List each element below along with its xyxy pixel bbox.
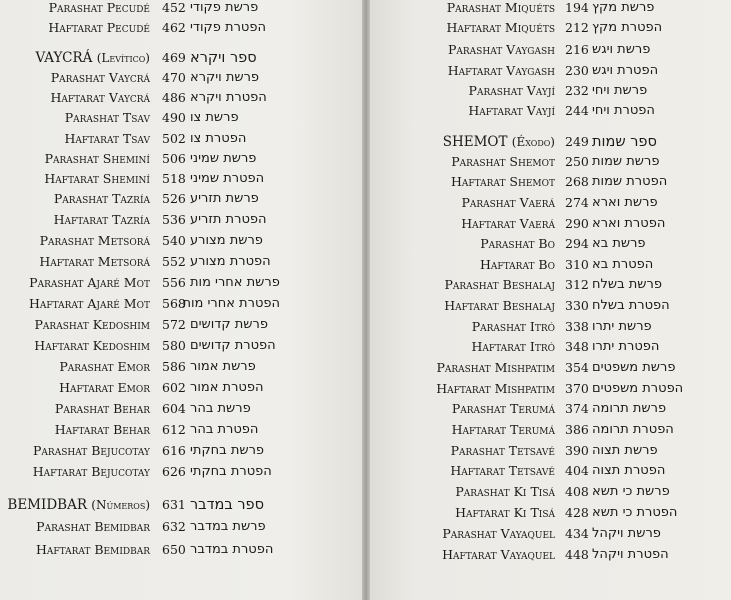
entry-page-number: 216 (565, 42, 589, 57)
toc-entry (0, 210, 360, 230)
toc-entry (370, 234, 731, 254)
entry-hebrew-title: פרשת שמות (592, 154, 660, 169)
toc-entry (0, 336, 360, 356)
entry-page-number: 194 (565, 0, 589, 15)
toc-entry (0, 129, 360, 149)
entry-latin-title: Parashat Emor (59, 359, 150, 374)
entry-hebrew-title: ספר במדבר (190, 497, 264, 513)
toc-entry (370, 503, 731, 523)
entry-page-number: 448 (565, 547, 589, 562)
entry-page-number: 650 (162, 542, 186, 557)
entry-page-number: 374 (565, 401, 589, 416)
entry-latin-title: Parashat Bemidbar (36, 519, 150, 534)
entry-hebrew-title: פרשת ויקרא (190, 70, 260, 85)
entry-latin-title: Parashat Metsorá (39, 233, 150, 248)
entry-latin-title: Parashat Ajaré Mot (29, 275, 150, 290)
toc-entry (370, 379, 731, 399)
entry-page-number: 616 (162, 443, 186, 458)
entry-page-number: 626 (162, 464, 186, 479)
toc-entry (370, 317, 731, 337)
entry-hebrew-title: פרשת כי תשא (592, 484, 670, 499)
entry-latin-title: Parashat Kedoshim (34, 317, 150, 332)
entry-hebrew-title: הפטרת כי תשא (592, 505, 678, 520)
entry-hebrew-title: פרשת משפטים (592, 360, 676, 375)
toc-entry (370, 172, 731, 192)
entry-page-number: 602 (162, 380, 186, 395)
entry-latin-title: Parashat Ki Tisá (455, 484, 555, 499)
toc-entry (0, 420, 360, 440)
entry-hebrew-title: פרשת בחקתי (190, 443, 265, 458)
entry-latin-title: Parashat Behar (54, 401, 150, 416)
entry-page-number: 428 (565, 505, 589, 520)
entry-latin-title: Parashat Shemot (451, 154, 555, 169)
toc-entry (370, 214, 731, 234)
toc-entry (370, 461, 731, 481)
entry-hebrew-title: פרשת תזריע (190, 191, 259, 206)
entry-hebrew-title: הפטרת שמיני (190, 171, 265, 186)
toc-entry (370, 358, 731, 378)
entry-latin-title: Parashat Itró (471, 319, 555, 334)
entry-latin-title: Haftarat Ki Tisá (455, 505, 555, 520)
entry-latin-title: Parashat Vayaquel (442, 526, 555, 541)
entry-page-number: 244 (565, 103, 589, 118)
entry-hebrew-title: פרשת מקץ (592, 0, 655, 15)
entry-page-number: 212 (565, 20, 589, 35)
entry-hebrew-title: פרשת תרומה (592, 401, 667, 416)
entry-hebrew-title: הפטרת תזריע (190, 212, 267, 227)
entry-latin-title: Haftarat Terumá (451, 422, 555, 437)
entry-hebrew-title: הפטרת תצוה (592, 463, 666, 478)
entry-page-number: 536 (162, 212, 186, 227)
entry-page-number: 348 (565, 339, 589, 354)
entry-hebrew-title: פרשת יתרו (592, 319, 652, 334)
entry-latin-title: Parashat Sheminí (44, 151, 150, 166)
entry-page-number: 572 (162, 317, 186, 332)
entry-hebrew-title: הפטרת ויקרא (190, 90, 267, 105)
entry-page-number: 580 (162, 338, 186, 353)
entry-page-number: 552 (162, 254, 186, 269)
entry-latin-title: Parashat Vaygash (448, 42, 555, 57)
toc-entry (370, 81, 731, 101)
entry-hebrew-title: הפטרת צו (190, 131, 247, 146)
entry-latin-title: Haftarat Tetsavé (450, 463, 555, 478)
toc-entry (0, 357, 360, 377)
toc-book-heading (0, 48, 360, 68)
entry-page-number: 434 (565, 526, 589, 541)
entry-latin-title: SHEMOT (Éxodo) (442, 134, 555, 150)
toc-entry (370, 101, 731, 121)
entry-page-number: 294 (565, 236, 589, 251)
entry-page-number: 354 (565, 360, 589, 375)
entry-hebrew-title: הפטרת בהר (190, 422, 259, 437)
toc-entry (0, 462, 360, 482)
entry-hebrew-title: ספר ויקרא (190, 50, 257, 66)
entry-latin-title: Haftarat Vaerá (461, 216, 555, 231)
entry-page-number: 540 (162, 233, 186, 248)
entry-page-number: 268 (565, 174, 589, 189)
entry-page-number: 470 (162, 70, 186, 85)
entry-page-number: 290 (565, 216, 589, 231)
entry-latin-title: Haftarat Bejucotay (32, 464, 150, 479)
entry-latin-title: Haftarat Behar (54, 422, 150, 437)
toc-book-heading (370, 132, 731, 152)
entry-page-number: 274 (565, 195, 589, 210)
entry-page-number: 486 (162, 90, 186, 105)
entry-page-number: 586 (162, 359, 186, 374)
entry-latin-title: Parashat Vaycrá (50, 70, 150, 85)
toc-entry (370, 18, 731, 38)
entry-hebrew-title: פרשת אחרי מות (190, 275, 280, 290)
toc-entry (370, 275, 731, 295)
entry-latin-title: Haftarat Vaygash (447, 63, 555, 78)
entry-hebrew-title: הפטרת מצורע (190, 254, 271, 269)
entry-latin-title: Haftarat Sheminí (44, 171, 150, 186)
entry-hebrew-title: פרשת בשלח (592, 277, 662, 292)
entry-page-number: 506 (162, 151, 186, 166)
entry-hebrew-title: פרשת פקודי (190, 0, 259, 15)
toc-entry (370, 193, 731, 213)
entry-hebrew-title: פרשת שמיני (190, 151, 257, 166)
toc-entry (0, 399, 360, 419)
entry-page-number: 310 (565, 257, 589, 272)
toc-page-left (0, 0, 362, 600)
entry-hebrew-title: הפטרת קדושים (190, 338, 276, 353)
entry-latin-title: Parashat Pecudé (48, 0, 150, 15)
entry-hebrew-title: פרשת קדושים (190, 317, 268, 332)
toc-entry (370, 0, 731, 18)
toc-entry (370, 441, 731, 461)
entry-page-number: 632 (162, 519, 186, 534)
entry-hebrew-title: פרשת ויקהל (592, 526, 661, 541)
entry-page-number: 404 (565, 463, 589, 478)
toc-entry (370, 337, 731, 357)
entry-page-number: 568 (162, 296, 186, 311)
entry-hebrew-title: פרשת בהר (190, 401, 251, 416)
entry-page-number: 469 (162, 50, 186, 65)
toc-entry (0, 0, 360, 18)
entry-latin-title: Haftarat Bemidbar (35, 542, 150, 557)
entry-page-number: 312 (565, 277, 589, 292)
toc-entry (370, 545, 731, 565)
entry-latin-title: Haftarat Vaycrá (50, 90, 150, 105)
toc-entry (370, 296, 731, 316)
entry-hebrew-title: הפטרת משפטים (592, 381, 684, 396)
entry-page-number: 490 (162, 110, 186, 125)
entry-page-number: 232 (565, 83, 589, 98)
toc-entry (0, 540, 360, 560)
entry-page-number: 370 (565, 381, 589, 396)
entry-hebrew-title: פרשת תצוה (592, 443, 658, 458)
toc-entry (0, 88, 360, 108)
entry-latin-title: Haftarat Kedoshim (34, 338, 150, 353)
toc-entry (370, 420, 731, 440)
toc-entry (0, 517, 360, 537)
entry-latin-title: Parashat Tetsavé (450, 443, 555, 458)
entry-hebrew-title: הפטרת ויקהל (592, 547, 669, 562)
entry-page-number: 462 (162, 20, 186, 35)
toc-entry (0, 231, 360, 251)
toc-entry (0, 18, 360, 38)
entry-hebrew-title: פרשת בא (592, 236, 646, 251)
toc-page-right (370, 0, 731, 600)
entry-hebrew-title: פרשת צו (190, 110, 239, 125)
entry-latin-title: Parashat Vayjí (468, 83, 555, 98)
toc-entry (0, 189, 360, 209)
entry-latin-title: Parashat Tazría (53, 191, 150, 206)
toc-entry (370, 40, 731, 60)
toc-entry (370, 399, 731, 419)
entry-latin-title: Parashat Terumá (451, 401, 555, 416)
toc-entry (0, 68, 360, 88)
entry-latin-title: Haftarat Shemot (451, 174, 555, 189)
entry-latin-title: Haftarat Beshalaj (444, 298, 555, 313)
toc-entry (370, 61, 731, 81)
entry-latin-title: Haftarat Pecudé (48, 20, 150, 35)
entry-page-number: 338 (565, 319, 589, 334)
toc-entry (370, 255, 731, 275)
entry-hebrew-title: הפטרת מקץ (592, 20, 663, 35)
entry-latin-title: Parashat Miquéts (446, 0, 555, 15)
toc-book-heading (0, 495, 360, 515)
entry-hebrew-title: הפטרת ויגש (592, 63, 659, 78)
entry-hebrew-title: פרשת ויחי (592, 83, 648, 98)
book-spine (362, 0, 370, 600)
entry-hebrew-title: הפטרת יתרו (592, 339, 660, 354)
entry-hebrew-title: הפטרת ויחי (592, 103, 655, 118)
entry-latin-title: Haftarat Mishpatim (436, 381, 555, 396)
entry-hebrew-title: הפטרת במדבר (190, 542, 274, 557)
entry-hebrew-title: הפטרת אמור (190, 380, 264, 395)
entry-hebrew-title: הפטרת בשלח (592, 298, 670, 313)
entry-page-number: 502 (162, 131, 186, 146)
entry-latin-title: Parashat Mishpatim (436, 360, 555, 375)
entry-page-number: 386 (565, 422, 589, 437)
entry-latin-title: Haftarat Tazría (53, 212, 150, 227)
toc-entry (0, 441, 360, 461)
entry-hebrew-title: הפטרת בא (592, 257, 654, 272)
entry-page-number: 631 (162, 497, 186, 512)
entry-latin-title: Haftarat Ajaré Mot (28, 296, 150, 311)
entry-page-number: 408 (565, 484, 589, 499)
entry-latin-title: Parashat Bejucotay (33, 443, 150, 458)
toc-entry (370, 152, 731, 172)
entry-page-number: 612 (162, 422, 186, 437)
entry-hebrew-title: ספר שמות (592, 134, 657, 150)
entry-latin-title: Haftarat Vayaquel (442, 547, 555, 562)
entry-latin-title: VAYCRÁ (Levítico) (35, 50, 150, 66)
toc-entry (0, 273, 360, 293)
entry-page-number: 526 (162, 191, 186, 206)
entry-latin-title: Parashat Vaerá (461, 195, 555, 210)
entry-latin-title: Haftarat Vayjí (468, 103, 555, 118)
entry-latin-title: Haftarat Miquéts (446, 20, 555, 35)
entry-hebrew-title: פרשת ויגש (592, 42, 651, 57)
entry-page-number: 249 (565, 134, 589, 149)
toc-entry (0, 315, 360, 335)
entry-hebrew-title: הפטרת בחקתי (190, 464, 272, 479)
entry-latin-title: Haftarat Bo (480, 257, 555, 272)
entry-latin-title: Parashat Beshalaj (444, 277, 555, 292)
entry-latin-title: Haftarat Emor (59, 380, 150, 395)
entry-hebrew-title: הפטרת תרומה (592, 422, 674, 437)
entry-latin-title: Haftarat Itró (471, 339, 555, 354)
entry-page-number: 518 (162, 171, 186, 186)
entry-page-number: 330 (565, 298, 589, 313)
toc-entry (0, 252, 360, 272)
toc-entry (0, 378, 360, 398)
entry-latin-title: Haftarat Tsav (64, 131, 150, 146)
entry-latin-title: Parashat Bo (480, 236, 555, 251)
entry-page-number: 230 (565, 63, 589, 78)
toc-entry (370, 482, 731, 502)
toc-entry (370, 524, 731, 544)
entry-hebrew-title: הפטרת אחרי מות (182, 296, 280, 311)
entry-hebrew-title: הפטרת וארא (592, 216, 666, 231)
entry-latin-title: Haftarat Metsorá (39, 254, 150, 269)
toc-entry (0, 108, 360, 128)
entry-page-number: 452 (162, 0, 186, 15)
entry-latin-title: Parashat Tsav (64, 110, 150, 125)
entry-hebrew-title: הפטרת שמות (592, 174, 668, 189)
entry-page-number: 604 (162, 401, 186, 416)
toc-entry (0, 169, 360, 189)
entry-page-number: 390 (565, 443, 589, 458)
entry-page-number: 556 (162, 275, 186, 290)
toc-entry (0, 294, 360, 314)
entry-hebrew-title: פרשת במדבר (190, 519, 266, 534)
entry-latin-title: BEMIDBAR (Números) (7, 497, 150, 513)
entry-hebrew-title: פרשת וארא (592, 195, 658, 210)
toc-entry (0, 149, 360, 169)
entry-page-number: 250 (565, 154, 589, 169)
entry-hebrew-title: הפטרת פקודי (190, 20, 266, 35)
entry-hebrew-title: פרשת מצורע (190, 233, 263, 248)
entry-hebrew-title: פרשת אמור (190, 359, 256, 374)
